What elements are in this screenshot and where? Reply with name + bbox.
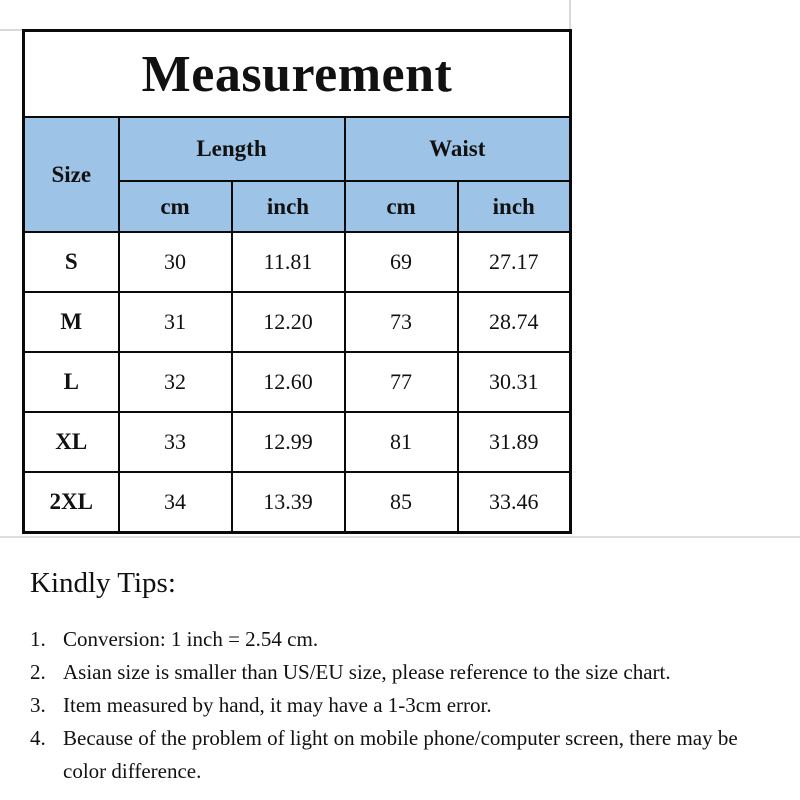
cell-waist-inch: 31.89 [458,412,571,472]
cell-waist-inch: 30.31 [458,352,571,412]
tip-item [30,722,778,788]
header-length: Length [119,117,345,181]
table-title: Measurement [24,31,571,118]
cell-size: L [24,352,119,412]
cell-waist-inch: 27.17 [458,232,571,292]
tips-heading: Kindly Tips: [30,567,176,599]
cell-length-cm: 32 [119,352,232,412]
tip-number: 3. [30,693,46,717]
header-length-inch: inch [232,181,345,232]
tip-text: Item measured by hand, it may have a 1-3cm error. [63,693,492,717]
tips-list [30,623,778,788]
tip-number: 4. [30,726,46,750]
cell-length-cm: 31 [119,292,232,352]
tip-text: Asian size is smaller than US/EU size, please reference to the size chart. [63,660,671,684]
measurement-table [22,29,572,534]
cell-waist-cm: 73 [345,292,458,352]
cell-length-cm: 30 [119,232,232,292]
cell-size: M [24,292,119,352]
table-title-row [24,31,571,118]
cell-length-inch: 12.99 [232,412,345,472]
table-header-row-groups [24,117,571,181]
tip-text: Because of the problem of light on mobile phone/computer screen, there may be color difference. [63,726,738,783]
image-edge-line-bottom [0,536,800,538]
image-edge-line-top-right [569,0,571,30]
cell-size: 2XL [24,472,119,533]
cell-size: S [24,232,119,292]
image-edge-line-top-left [0,29,23,31]
cell-waist-cm: 77 [345,352,458,412]
cell-waist-cm: 69 [345,232,458,292]
cell-length-inch: 11.81 [232,232,345,292]
cell-length-cm: 33 [119,412,232,472]
tip-number: 2. [30,660,46,684]
cell-length-inch: 12.20 [232,292,345,352]
table-row [24,232,571,292]
cell-waist-cm: 81 [345,412,458,472]
table-row [24,472,571,533]
header-size: Size [24,117,119,232]
table-row [24,352,571,412]
header-waist: Waist [345,117,571,181]
table-row [24,412,571,472]
kindly-tips-section [30,566,778,788]
cell-length-inch: 12.60 [232,352,345,412]
table-row [24,292,571,352]
tip-item [30,689,778,722]
cell-length-inch: 13.39 [232,472,345,533]
cell-waist-inch: 28.74 [458,292,571,352]
cell-waist-cm: 85 [345,472,458,533]
header-waist-inch: inch [458,181,571,232]
tip-item [30,656,778,689]
cell-size: XL [24,412,119,472]
tip-item [30,623,778,656]
cell-length-cm: 34 [119,472,232,533]
tip-number: 1. [30,627,46,651]
header-waist-cm: cm [345,181,458,232]
header-length-cm: cm [119,181,232,232]
cell-waist-inch: 33.46 [458,472,571,533]
tip-text: Conversion: 1 inch = 2.54 cm. [63,627,319,651]
